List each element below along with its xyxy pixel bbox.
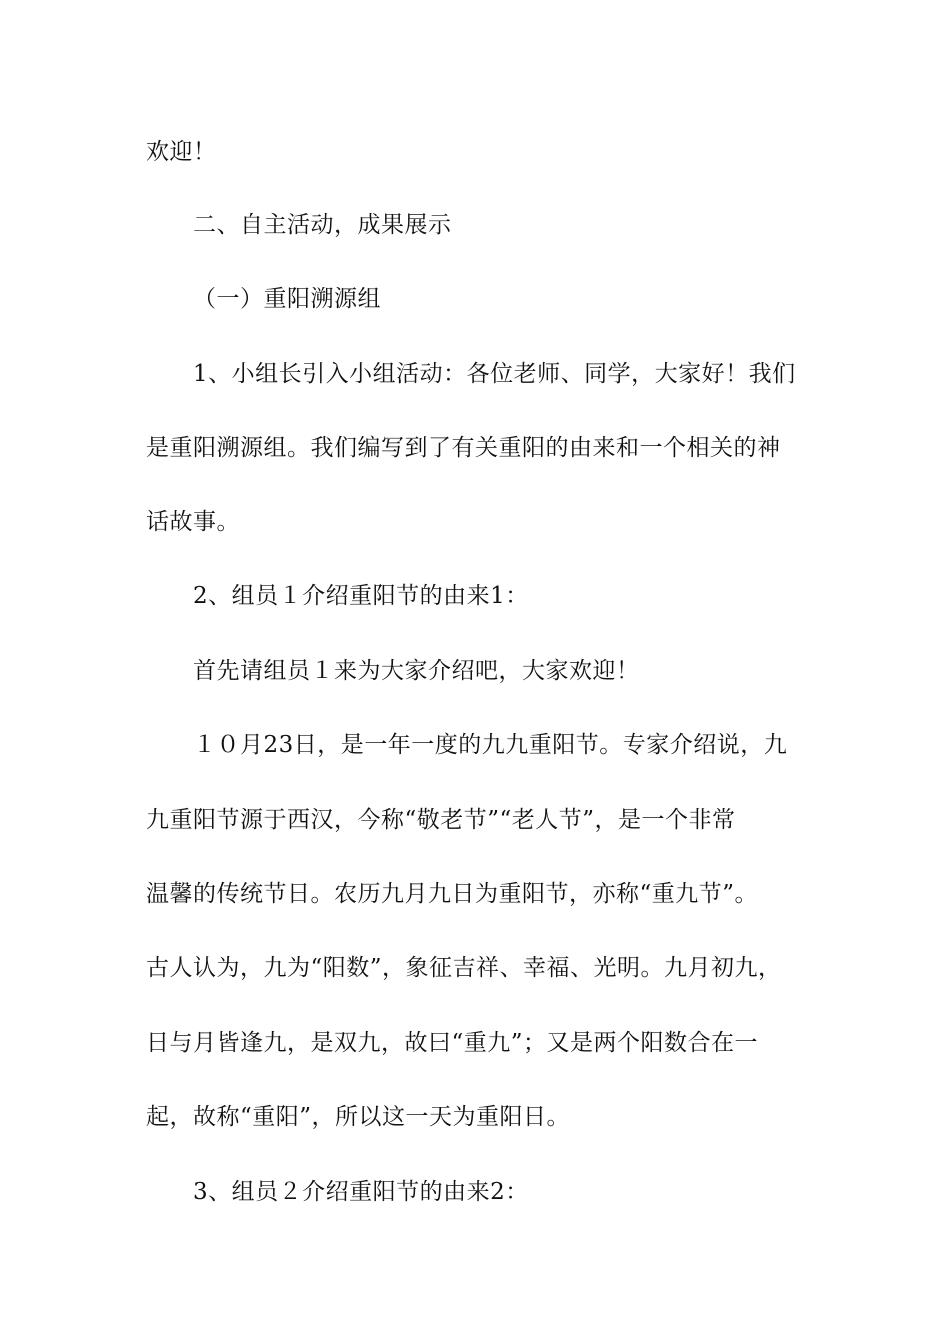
paragraph-line-10: 九重阳节源于西汉，今称“敬老节”“老人节”，是一个非常 (146, 807, 736, 833)
paragraph-line-8: 首先请组员１来为大家介绍吧，大家欢迎！ (193, 658, 640, 684)
paragraph-line-1: 欢迎！ (146, 139, 217, 165)
paragraph-line-14: 起，故称“重阳”，所以这一天为重阳日。 (146, 1104, 571, 1130)
paragraph-line-7: 2、组员１介绍重阳节的由来1： (193, 583, 529, 609)
subsection-heading: （一）重阳溯源组 (193, 286, 381, 312)
paragraph-line-6: 话故事。 (146, 509, 240, 535)
paragraph-line-11: 温馨的传统节日。农历九月九日为重阳节，亦称“重九节”。 (146, 881, 759, 907)
paragraph-line-13: 日与月皆逢九，是双九，故曰“重九”；又是两个阳数合在一 (146, 1030, 759, 1056)
paragraph-line-4: 1、小组长引入小组活动：各位老师、同学，大家好！我们 (193, 361, 796, 387)
paragraph-line-15: 3、组员２介绍重阳节的由来2： (193, 1179, 529, 1205)
section-heading: 二、自主活动，成果展示 (193, 212, 452, 238)
paragraph-line-12: 古人认为，九为“阳数”，象征吉祥、幸福、光明。九月初九， (146, 955, 782, 981)
paragraph-line-5: 是重阳溯源组。我们编写到了有关重阳的由来和一个相关的神 (146, 435, 781, 461)
paragraph-line-9: １０月23日，是一年一度的九九重阳节。专家介绍说，九 (193, 732, 788, 758)
